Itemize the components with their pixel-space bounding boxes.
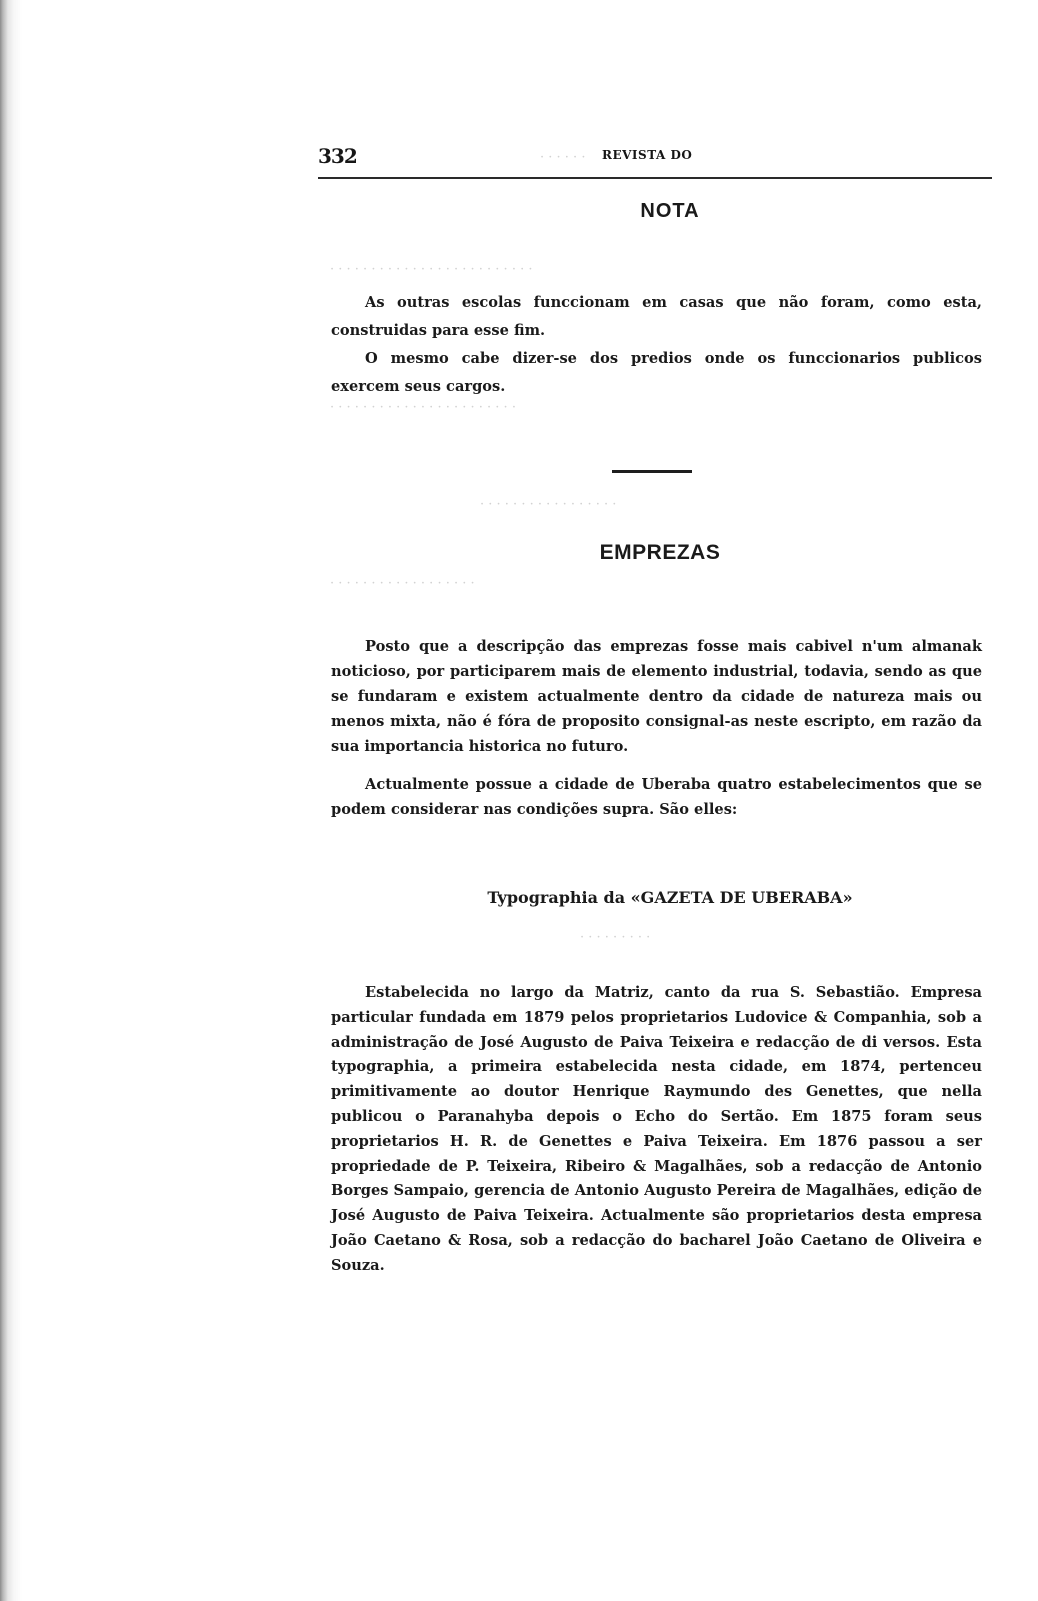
show-through-text: · · · · · · · · ·: [580, 930, 651, 945]
empresas-paragraph: Posto que a descripção das emprezas fosse mais cabivel n'um almanak noticioso, por participarem mais de elemento industrial, todavia, sendo as que se fundaram e existem actualmente dentro da cidade de natureza mais ou menos mixta, não é fóra de proposito consignal-as neste escripto, em razão da sua importancia historica no futuro.: [331, 638, 982, 755]
page-number: 332: [318, 144, 357, 168]
show-through-text: · · · · · · · · · · · · · · · · ·: [480, 497, 617, 512]
note-title: NOTA: [640, 200, 700, 222]
show-through-text: · · · · · ·: [540, 150, 586, 165]
journal-title: REVISTA DO: [602, 148, 693, 162]
gazeta-paragraph: Estabelecida no largo da Matriz, canto da rua S. Sebastião. Empresa particular fundada em 1879 pelos proprietarios Ludovice & Companhia, sob a administração de José Augusto de Paiva Teixeira e redacção de di versos. Esta typographia, a primeira estabelecida nesta cidade, em 1874, pertenceu primitivamente ao doutor Henrique Raymundo des Genettes, que nella publicou o Paranahyba depois o Echo do Sertão. Em 1875 foram seus proprietarios H. R. de Genettes e Paiva Teixeira. Em 1876 passou a ser propriedade de P. Teixeira, Ribeiro & Magalhães, sob a redacção de Antonio Borges Sampaio, gerencia de Antonio Augusto Pereira de Magalhães, edição de José Augusto de Paiva Teixeira. Actualmente são proprietarios desta empresa João Caetano & Rosa, sob a redacção do bacharel João Caetano de Oliveira e Souza.: [331, 984, 982, 1274]
note-paragraph: As outras escolas funccionam em casas que não foram, como esta, construidas para esse fim.: [331, 294, 982, 339]
show-through-text: · · · · · · · · · · · · · · · · · · · · · · · · ·: [330, 262, 533, 277]
empresas-title: EMPREZAS: [599, 541, 721, 564]
gazeta-title: Typographia da «GAZETA DE UBERABA»: [487, 888, 853, 907]
note-paragraph: O mesmo cabe dizer-se dos predios onde os funccionarios publicos exercem seus cargos.: [331, 350, 982, 395]
show-through-text: · · · · · · · · · · · · · · · · · · · · · · ·: [330, 400, 516, 415]
header-rule: [318, 177, 992, 179]
section-divider: [612, 470, 692, 473]
running-header: [318, 140, 990, 174]
empresas-paragraph: Actualmente possue a cidade de Uberaba quatro estabelecimentos que se podem considerar nas condições supra. São elles:: [331, 776, 982, 818]
show-through-text: · · · · · · · · · · · · · · · · · ·: [330, 576, 475, 591]
